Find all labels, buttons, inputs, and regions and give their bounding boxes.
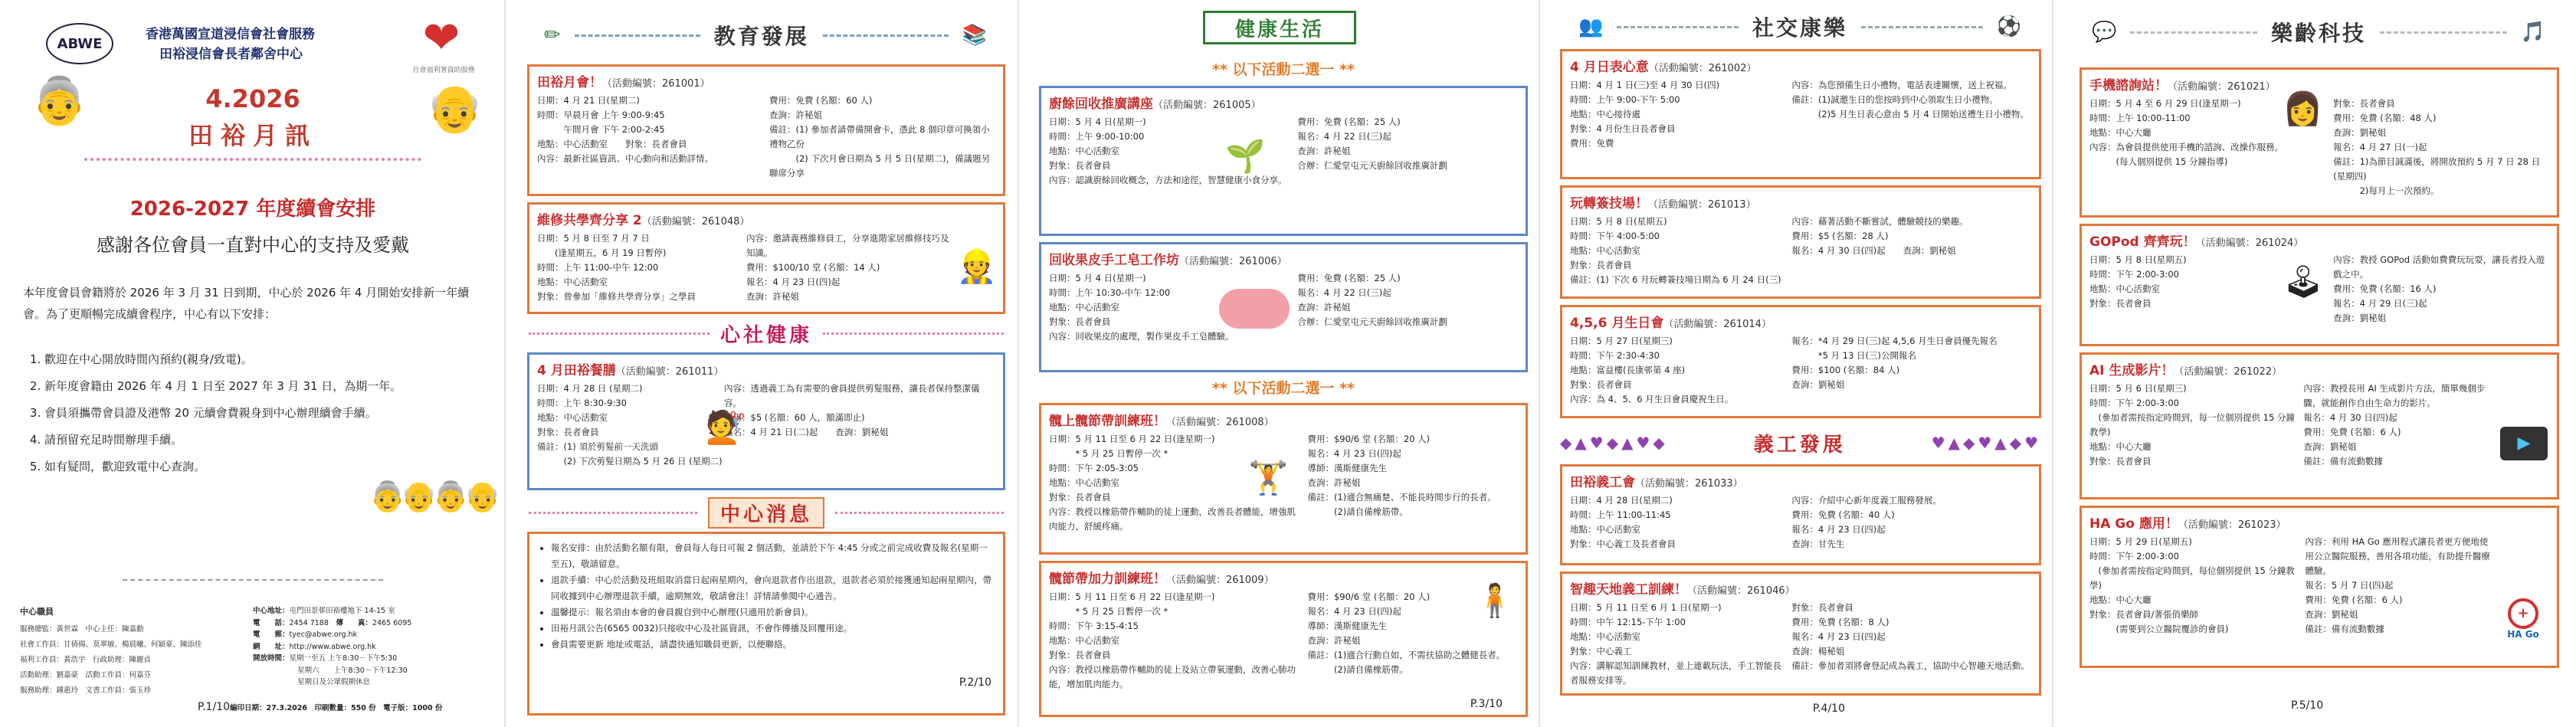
activity-title: 智趣天地義工訓練！（活動編號：261046） xyxy=(1570,582,1795,598)
renewal-list xyxy=(23,346,452,480)
activity-card[interactable]: 手機諮詢站！（活動編號：261021） 日期：5 月 4 至 6 月 29 日(逢星期一) 時間：上午 10:00-11:00 地點：中心大廳 內容：為會員提供使用手機的諮詢、改操作服務。 (每人個別提供 15 分鐘指導) 對象：長者會員 費用：免費 (名額：48 人) 查詢：劉秘姐 報名：4 月 27 日(一)起 備註：1)為節目誠滿後，將開放預約 5 月 7 日 28 日(星期四) 2)每月上一次預約。 👩 xyxy=(2079,67,2559,218)
section-header xyxy=(1578,0,2021,54)
decor-shapes: ◆▲♥◆▲♥◆ xyxy=(1560,434,1668,452)
activity-card[interactable]: 4 月田裕餐膳（活動編號：261011） 日期：4 月 28 日 (星期二) 時間：上午 8:30-9:30 地點：中心活動室 對象：長者會員 內容：透過義工為有需要的會員提供剪髮服務，讓長者保持整潔儀容。 費用：$5 (名額：60 人，額滿即止) 報名：4 月 21 日(二)起 查詢：劉秘姐 備註：(1) 須於剪髮前一天洗頭 (2) 下次剪髮日期為 5 月 26 日 (星期二) 💇 xyxy=(527,352,1005,490)
staff-line: 福利工作員：黃浩宇 行政助理：陳麗貞 xyxy=(20,656,152,664)
book-icon: 📚 xyxy=(962,24,987,47)
video-player-icon: ▶ xyxy=(2500,427,2548,460)
org-name-1: 香港萬國宣道浸信會社會服務 xyxy=(146,27,315,42)
intro-text: 本年度會員會籍將於 2026 年 3 月 31 日到期，中心於 2026 年 4 月開始安排新一年續會。為了更順暢完成續會程序，中心有以下安排： xyxy=(23,286,470,321)
seniors-illustration: 👵👴👵👴 xyxy=(369,480,497,513)
activity-title: HA Go 應用！（活動編號：261023） xyxy=(2089,516,2286,532)
section-title: 樂齡科技 xyxy=(2271,21,2367,46)
page-number: P.3/10 xyxy=(1470,698,1503,710)
choose-one-note: ** 以下活動二選一 ** xyxy=(1212,380,1355,397)
divider-line xyxy=(123,579,383,581)
ball-icon: ⚽ xyxy=(1996,15,2022,38)
activity-card[interactable]: HA Go 應用！（活動編號：261023） 日期：5 月 29 日(星期五) 時間：下午 2:00-3:00 (參加者需按指定時間到，每位個別提供 15 分鐘教學) 地點：中心大廳 對象：長者會員/著張俏樂師 (需要到公立醫院覆診的會員) 內容：利用 HA Go 應用程式讓長者更方便地使用公立醫院服務，善用各項功能，有助提升醫療體驗。 報名：5 月 7 日(四)起 費用：免費 (名額：6 人) 查詢：劉秘姐 備註：備有流動數據 + HA Go xyxy=(2079,506,2559,668)
ha-go-logo xyxy=(2500,598,2546,640)
staff-line: 社會工作員：甘倩揚、莫翠敏、楊晨曦、何穎豪、陳添佳 xyxy=(20,640,202,649)
activity-card[interactable]: 回收果皮手工皂工作坊（活動編號：261006） 日期：5 月 4 日(星期一) 時間：上午 10:30-中午 12:00 地點：中心活動室 對象：長者會員 內容：回收果皮的處理，製作果皮手工皂體驗。 費用：免費 (名額：25 人) 報名：4 月 22 日(三)起 查詢：許秘姐 合辦：仁愛堂屯元天廚餘回收推廣計劃 xyxy=(1039,242,1528,372)
contact-line: 開放時間：星期一至五 上午8:30－下午5:30 xyxy=(253,654,398,663)
activity-card[interactable]: GOPod 齊齊玩！（活動編號：261024） 日期：5 月 8 日(星期五) 時間：下午 2:00-3:00 地點：中心活動室 對象：長者會員 內容：教授 GOPod 活動如費費玩玩耍，讓長者投入遊戲之中。 費用：免費 (名額：16 人) 報名：4 月 29 日(三)起 查詢：劉秘姐 🕹 xyxy=(2079,224,2559,346)
news-item: • 報名安排：由於活動名額有限，會員每人每日可報 2 個活動，並請於下午 4:45 分或之前完成收費及報名(星期一至五)，敬請留意。 xyxy=(551,540,994,572)
staff-heading: 中心職員 xyxy=(20,607,54,617)
stretching-icon: 🧍 xyxy=(1474,581,1515,619)
activity-card[interactable]: AI 生成影片！（活動編號：261022） 日期：5 月 6 日(星期三) 時間：下午 2:00-3:00 (參加者需按指定時間到，每一位個別提供 15 分鐘教學) 地點：中心大廳 對象：長者會員 內容：教授長用 AI 生成影片方法，簡單幾個步驟，就能創作自由生命力的影片。 報名：4 月 30 日(四)起 費用：免費 (名額：6 人) 查詢：劉秘姐 備註：備有流動數據 ▶ xyxy=(2079,352,2559,499)
activity-title: 4,5,6 月生日會（活動編號：261014） xyxy=(1570,316,1771,331)
news-item: • 會員需要更新 地址或電話，請盡快通知職員更新，以便聯絡。 xyxy=(551,637,994,653)
exercise-icon: 🏋 xyxy=(1248,459,1289,496)
section-title: 教育發展 xyxy=(713,24,809,49)
section-banner xyxy=(1560,426,2041,460)
contact-line: 星期日及公眾假期休息 xyxy=(297,678,371,686)
activity-title: 玩轉簽技場！（活動編號：261013） xyxy=(1570,196,1756,211)
page-1 xyxy=(0,0,506,727)
news-item: • 退款手續：中心於活動及班組取消當日起兩星期內，會向退款者作出退款，退款者必須於接獲通知起兩星期內，帶同收據到中心辦理退款手續，逾期無效，敬請會注！詳情請參閱中心通告。 xyxy=(551,572,994,604)
haircut-icon: 💇 xyxy=(706,408,746,446)
news-box xyxy=(527,532,1005,716)
section-header xyxy=(544,5,987,66)
decor-shapes: ♥▲◆♥▲◆♥ xyxy=(1931,434,2041,452)
activity-title: GOPod 齊齊玩！（活動編號：261024） xyxy=(2089,234,2304,250)
repair-worker-icon: 👷 xyxy=(956,247,997,285)
woman-phone-icon: 👩 xyxy=(2283,90,2323,127)
gopod-machine-icon: 🕹 xyxy=(2283,263,2324,300)
activity-title: 手機諮詢站！（活動編號：261021） xyxy=(2089,78,2276,93)
news-item: • 溫馨提示：報名須由本會的會員親自到中心辦理(只適用於新會員)。 xyxy=(551,604,994,621)
section-title: 社交康樂 xyxy=(1752,15,1848,41)
compost-icon: 🌱 xyxy=(1225,137,1266,175)
ha-go-icon: + xyxy=(2508,598,2538,629)
org-name-2: 田裕浸信會長者鄰舍中心 xyxy=(159,47,303,62)
activity-title: 髖上髖節帶訓練班！（活動編號：261008） xyxy=(1049,414,1274,429)
page-3 xyxy=(1027,0,1540,727)
activity-title: 回收果皮手工皂工作坊（活動編號：261006） xyxy=(1049,253,1287,268)
elderly-man-icon: 👴 xyxy=(426,82,483,136)
section-ribbon: 健康生活 xyxy=(1203,11,1356,44)
activity-title: 4 月田裕餐膳（活動編號：261011） xyxy=(537,363,724,378)
renewal-item: 5. 如有疑問，歡迎致電中心查詢。 xyxy=(44,454,452,480)
pencil-icon: ✏ xyxy=(544,24,561,47)
subheadline: 感謝各位會員一直對中心的支持及愛戴 xyxy=(97,234,409,256)
section-banner xyxy=(529,317,1004,349)
choose-one-note: ** 以下活動二選一 ** xyxy=(1212,61,1355,78)
page-4 xyxy=(1548,0,2053,727)
chat-icon: 💬 xyxy=(2092,21,2117,44)
print-info: 編印日期：27.3.2026 印刷數量：550 份 電子版：1000 份 xyxy=(230,704,443,712)
staff-line: 服務總監：黃世霖 中心主任：陳嘉勳 xyxy=(20,625,144,634)
activity-title: 維修共學齊分享 2（活動編號：261048） xyxy=(537,213,750,228)
section-banner xyxy=(529,496,1004,529)
activity-title: 髖節帶加力訓練班！（活動編號：261009） xyxy=(1049,571,1274,587)
heart-divider xyxy=(84,158,421,161)
activity-title: 田裕月會！（活動編號：261001） xyxy=(537,75,710,90)
page-2 xyxy=(513,0,1019,727)
activity-card[interactable]: 髖節帶加力訓練班！（活動編號：261009） 日期：5 月 11 日至 6 月 22 日(逢星期一) * 5 月 25 日暫停一次 * 時間：下午 3:15-4:15 地點：中心活動室 對象：長者會員 內容：教授以橡筋帶作輔助的徒上及站立帶氧運動，改善心肺功能，增加肌肉能力。 費用：$90/6 堂 (名額：20 人) 報名：4 月 23 日(四)起 導師：漢斯健康先生 查詢：許秘姐 備註：(1)適合行動自如，不需扶協助之體健長者。 (2)請自備橡筋帶。 🧍 P.3/10 xyxy=(1039,561,1528,717)
staff-list xyxy=(20,622,219,699)
people-icon: 👥 xyxy=(1578,15,1604,38)
ha-go-label: HA Go xyxy=(2507,629,2539,640)
activity-card[interactable]: 維修共學齊分享 2（活動編號：261048） 日期：5 月 8 日至 7 月 7 日 (逢星期五，6 月 19 日暫停) 時間：上午 11:00-中午 12:00 地點：中心活動室 對象：曾參加「維修共學齊分享」之學員 內容：邀請義務維修員工，分享進階家居維修技巧及知識。 費用：$100/10 堂 (名額：14 人) 報名：4 月 23 日(四)起 查詢：許秘姐 👷 xyxy=(527,202,1005,314)
page-5 xyxy=(2061,0,2576,727)
masthead-title: 田裕月訊 xyxy=(188,121,317,150)
section-title: 義工發展 xyxy=(1753,433,1846,457)
news-list xyxy=(529,534,1003,653)
page-number: P.5/10 xyxy=(2291,699,2324,712)
news-item: • 田裕月訊公告(6565 0032)只接收中心及社區資訊，不會作傳播及回覆用途。 xyxy=(551,621,994,637)
page-number: P.1/10 xyxy=(197,701,230,713)
activity-title: 田裕義工會（活動編號：261033） xyxy=(1570,475,1743,490)
activity-card[interactable]: 4 月日表心意（活動編號：261002） 日期：4 月 1 日(三)至 4 月 30 日(四) 時間：上午 9:00-下午 5:00 地點：中心接待處 對象：4 月份生日長者會員 費用：免費 內容：為您預備生日小禮物，電話表達關懷，送上祝福。 備註：(1)誠邀生日的您按時到中心領取生日小禮物。 (2)5 月生日表心意由 5 月 4 日開始送禮生日小禮物。 xyxy=(1560,49,2041,179)
abwe-logo: ABWE xyxy=(46,23,113,64)
contact-line: 中心地址：屯門田景邨田裕樓地下 14-15 室 xyxy=(253,607,395,615)
section-header xyxy=(2092,0,2545,64)
music-icon: 🎵 xyxy=(2520,21,2546,44)
activity-card[interactable]: 髖上髖節帶訓練班！（活動編號：261008） 日期：5 月 11 日至 6 月 22 日(逢星期一) * 5 月 25 日暫停一次 * 時間：下午 2:05-3:05 地點：中心活動室 對象：長者會員 內容：教授以橡筋帶作輔助的徒上運動，改善長者體能，增強肌肉能力，舒緩疼痛。 費用：$90/6 堂 (名額：20 人) 報名：4 月 23 日(四)起 導師：漢斯健康先生 查詢：許秘姐 備註：(1)適合無痛楚、不能長時間步行的長者。 (2)請自備橡筋帶。 🏋 xyxy=(1039,403,1528,555)
contact-line: 星期六 上午8:30－下午12:30 xyxy=(297,666,408,675)
contact-line[interactable]: 網 址：http://www.abwe.org.hk xyxy=(253,642,376,651)
activity-title: 廚餘回收推廣講座（活動編號：261005） xyxy=(1049,97,1261,112)
staff-line: 服務助理：鍾惠玲 文書工作員：張玉珍 xyxy=(20,686,152,695)
staff-line: 活動助理：劉嘉豪 活動工作員：何嘉芬 xyxy=(20,671,152,680)
soap-icon xyxy=(1219,289,1290,329)
section-title: 心社健康 xyxy=(720,323,813,347)
activity-card[interactable]: 廚餘回收推廣講座（活動編號：261005） 日期：5 月 4 日(星期一) 時間：上午 9:00-10:00 地點：中心活動室 對象：長者會員 內容：認識廚餘回收概念，方法和途徑，智慧健康小食分享。 費用：免費 (名額：25 人) 報名：4 月 22 日(三)起 查詢：許秘姐 合辦：仁愛堂屯元天廚餘回收推廣計劃 🌱 xyxy=(1039,86,1528,236)
renewal-item: 2. 新年度會籍由 2026 年 4 月 1 日至 2027 年 3 月 31 日，為期一年。 xyxy=(44,373,452,400)
activity-card[interactable]: 4,5,6 月生日會（活動編號：261014） 日期：5 月 27 日(星期三) 時間：下午 2:30-4:30 地點：富益樓(長康邨第 4 座) 對象：長者會員 內容：為 4、5、6 月生日會員慶祝生日。 報名：*4 月 29 日(三)起 4,5,6 月生日會員優先報名 *5 月 13 日(三)公開報名 費用：$100 (名額：84 人) 查詢：劉秘姐 xyxy=(1560,305,2041,418)
renewal-item: 4. 請預留充足時間辦理手續。 xyxy=(44,427,452,454)
contact-info xyxy=(253,605,490,689)
activity-title: AI 生成影片！（活動編號：261022） xyxy=(2089,363,2283,378)
renewal-item: 1. 歡迎在中心開放時間內預約(親身/致電)。 xyxy=(44,346,452,373)
activity-card[interactable]: 玩轉簽技場！（活動編號：261013） 日期：5 月 8 日(星期五) 時間：下午 4:00-5:00 地點：中心活動室 對象：長者會員 內容：藉著活動不斷嘗試，體驗競技的樂趣。 費用：$5 (名額：28 人) 報名：4 月 30 日(四)起 查詢：劉秘姐 備註：(1) 下次 6 月玩轉簽技場日期為 6 月 24 日(三) xyxy=(1560,185,2041,299)
activity-title: 4 月日表心意（活動編號：261002） xyxy=(1570,60,1757,75)
page-number: P.2/10 xyxy=(959,676,991,689)
elderly-woman-icon: 👵 xyxy=(31,74,88,128)
page-number: P.4/10 xyxy=(1812,702,1845,715)
contact-line: 電 話：2454 7188 傳 真：2465 6095 xyxy=(253,618,412,627)
contact-line: 電 郵：tyec@abwe.org.hk xyxy=(253,630,358,639)
activity-card[interactable]: 智趣天地義工訓練！（活動編號：261046） 日期：5 月 11 日至 6 月 1 日(星期一) 時間：中午 12:15-下午 1:00 地點：中心活動室 對象：中心義工 內容：講解認知訓練教材，並上連載玩法，手工智能長者服務安排等。 對象：長者會員 費用：免費 (名額：8 人) 報名：4 月 23 日(四)起 查詢：楊秘姐 備註：參加者須將會登記成為義工，協助中心智趣天地活動。 xyxy=(1560,571,2041,696)
heart-logo: ❤ xyxy=(422,11,460,64)
activity-card[interactable]: 田裕月會！（活動編號：261001） 日期：4 月 21 日(星期二) 時間：早晨月會 上午 9:00-9:45 午間月會 下午 2:00-2:45 地點：中心活動室 對象：長者會員 內容：最新社區資訊、中心動向和活動詳情。 費用：免費 (名額：60 人) 查詢：許秘姐 備註：(1) 參加者請帶備開會卡，憑此 8 個印章可換領小禮物乙份 (2) 下次月會日期為 5 月 5 日(星期二)，備議題另聯席分享 xyxy=(527,64,1005,196)
renewal-item: 3. 會員須攜帶會員證及港幣 20 元續會費親身到中心辦理續會手續。 xyxy=(44,400,452,427)
section-title: 中心消息 xyxy=(708,497,824,529)
issue-date: 4.2026 xyxy=(205,84,300,113)
headline: 2026-2027 年度續會安排 xyxy=(129,198,376,221)
activity-card[interactable]: 田裕義工會（活動編號：261033） 日期：4 月 28 日(星期二) 時間：上午 11:00-11:45 地點：中心活動室 對象：中心義工及長者會員 內容：介紹中心新年度義工服務發展。 費用：免費 (名額：40 人) 報名：4 月 23 日(四)起 查詢：甘先生 xyxy=(1560,464,2041,565)
logo-caption: 社會福利署資助服務 xyxy=(412,67,475,74)
